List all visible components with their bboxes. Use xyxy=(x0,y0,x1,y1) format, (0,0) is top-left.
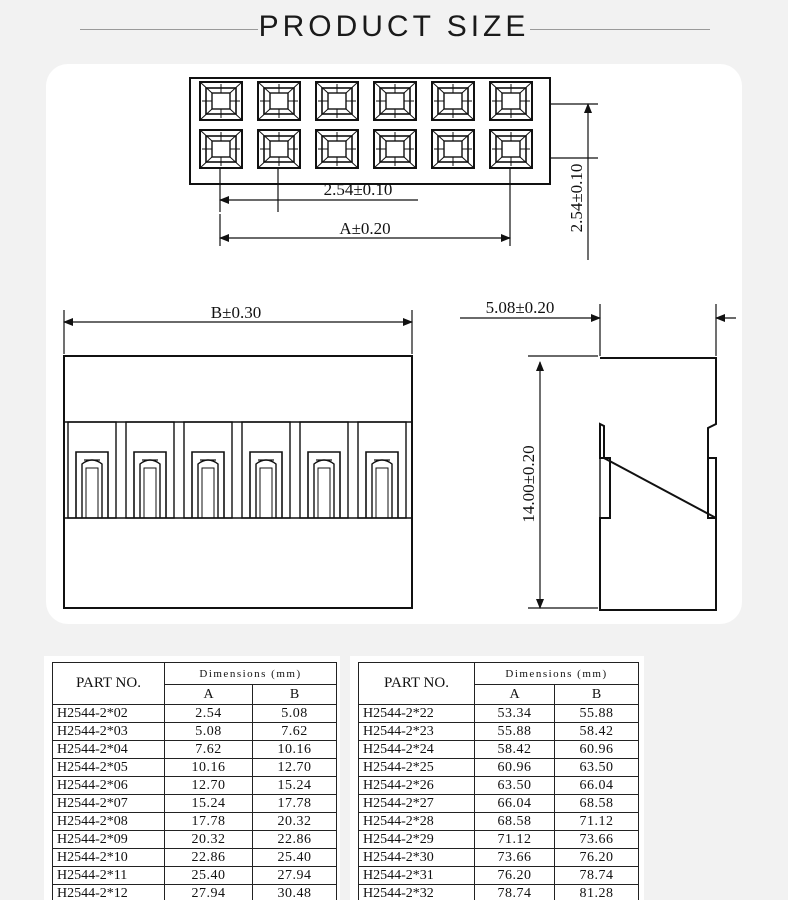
title-divider-left xyxy=(80,29,258,30)
dimension-a-cell: 76.20 xyxy=(475,867,555,885)
table-row xyxy=(53,705,337,723)
side-width-label: 5.08±0.20 xyxy=(485,298,555,317)
table-row xyxy=(359,831,639,849)
contact-cell xyxy=(432,82,474,120)
table-row xyxy=(53,831,337,849)
table-row xyxy=(359,723,639,741)
technical-drawing xyxy=(46,64,742,624)
dimension-a-cell: 60.96 xyxy=(475,759,555,777)
dimension-table-card-right xyxy=(350,656,644,900)
dimension-a-cell: 73.66 xyxy=(475,849,555,867)
dimension-b-cell: 58.42 xyxy=(555,723,639,741)
contact-cell xyxy=(316,130,358,168)
part-number-cell: H2544-2*08 xyxy=(53,813,165,831)
table-row xyxy=(359,795,639,813)
contact-cell xyxy=(316,82,358,120)
part-number-cell: H2544-2*25 xyxy=(359,759,475,777)
table-row xyxy=(53,813,337,831)
part-number-cell: H2544-2*03 xyxy=(53,723,165,741)
part-number-cell: H2544-2*26 xyxy=(359,777,475,795)
dimension-b-cell: 30.48 xyxy=(253,885,337,900)
part-number-cell: H2544-2*27 xyxy=(359,795,475,813)
dimensions-header: Dimensions (mm) xyxy=(165,663,337,685)
dimension-b-cell: 12.70 xyxy=(253,759,337,777)
dimension-a-cell: 63.50 xyxy=(475,777,555,795)
dimension-a-cell: 53.34 xyxy=(475,705,555,723)
dimension-b-cell: 76.20 xyxy=(555,849,639,867)
part-no-header: PART NO. xyxy=(53,663,165,705)
dimension-b-cell: 63.50 xyxy=(555,759,639,777)
pin-window xyxy=(184,422,232,518)
part-number-cell: H2544-2*09 xyxy=(53,831,165,849)
dimension-b-cell: 66.04 xyxy=(555,777,639,795)
contact-cell xyxy=(490,82,532,120)
part-number-cell: H2544-2*02 xyxy=(53,705,165,723)
table-row xyxy=(359,741,639,759)
dimension-a-cell: 17.78 xyxy=(165,813,253,831)
dimension-a-cell: 55.88 xyxy=(475,723,555,741)
table-row xyxy=(359,849,639,867)
dimension-b-cell: 78.74 xyxy=(555,867,639,885)
dimension-a-cell: 15.24 xyxy=(165,795,253,813)
dimension-table-left xyxy=(52,662,337,900)
dimension-b-cell: 27.94 xyxy=(253,867,337,885)
part-number-cell: H2544-2*23 xyxy=(359,723,475,741)
dimension-b-cell: 15.24 xyxy=(253,777,337,795)
table-row xyxy=(53,885,337,900)
pitch-dimension xyxy=(220,168,418,212)
technical-drawing-card xyxy=(46,64,742,624)
dimension-a-cell: 71.12 xyxy=(475,831,555,849)
part-number-cell: H2544-2*10 xyxy=(53,849,165,867)
column-b-header: B xyxy=(555,685,639,705)
dimension-b-cell: 7.62 xyxy=(253,723,337,741)
width-b-label: B±0.30 xyxy=(210,303,262,322)
contact-cell xyxy=(200,82,242,120)
dimension-a-cell: 27.94 xyxy=(165,885,253,900)
pin-window xyxy=(300,422,348,518)
dimension-a-cell: 22.86 xyxy=(165,849,253,867)
column-b-header: B xyxy=(253,685,337,705)
part-number-cell: H2544-2*29 xyxy=(359,831,475,849)
table-row xyxy=(53,741,337,759)
height-label: 14.00±0.20 xyxy=(519,445,538,523)
column-a-header: A xyxy=(475,685,555,705)
dimension-table-right xyxy=(358,662,639,900)
pitch-dimension-label: 2.54±0.10 xyxy=(323,180,393,199)
table-row xyxy=(53,777,337,795)
dimension-a-cell: 10.16 xyxy=(165,759,253,777)
table-row xyxy=(359,813,639,831)
table-row xyxy=(53,849,337,867)
row-pitch-label: 2.54±0.10 xyxy=(567,163,586,233)
table-row xyxy=(53,867,337,885)
table-row xyxy=(359,759,639,777)
part-number-cell: H2544-2*04 xyxy=(53,741,165,759)
dimension-a-cell: 20.32 xyxy=(165,831,253,849)
dimension-b-cell: 5.08 xyxy=(253,705,337,723)
side-view-outline xyxy=(600,358,716,610)
dimension-a-cell: 7.62 xyxy=(165,741,253,759)
dimension-a-cell: 2.54 xyxy=(165,705,253,723)
part-number-cell: H2544-2*07 xyxy=(53,795,165,813)
dimension-table-body-right xyxy=(359,705,639,900)
dimension-a-cell: 58.42 xyxy=(475,741,555,759)
front-view xyxy=(64,303,412,608)
part-number-cell: H2544-2*22 xyxy=(359,705,475,723)
dimension-b-cell: 71.12 xyxy=(555,813,639,831)
section-header xyxy=(0,0,788,62)
pin-window xyxy=(358,422,406,518)
part-number-cell: H2544-2*24 xyxy=(359,741,475,759)
dimension-b-cell: 25.40 xyxy=(253,849,337,867)
dimension-table-card-left xyxy=(44,656,340,900)
dimension-a-cell: 25.40 xyxy=(165,867,253,885)
side-view xyxy=(460,298,736,610)
table-row xyxy=(53,723,337,741)
front-view-pin-windows xyxy=(68,422,406,518)
part-number-cell: H2544-2*11 xyxy=(53,867,165,885)
part-number-cell: H2544-2*28 xyxy=(359,813,475,831)
dimension-table-body-left xyxy=(53,705,337,900)
part-number-cell: H2544-2*31 xyxy=(359,867,475,885)
contact-cell xyxy=(258,130,300,168)
table-row xyxy=(53,759,337,777)
dimension-b-cell: 60.96 xyxy=(555,741,639,759)
table-row xyxy=(359,885,639,900)
contact-cell xyxy=(432,130,474,168)
pin-window xyxy=(242,422,290,518)
dimension-b-cell: 10.16 xyxy=(253,741,337,759)
part-number-cell: H2544-2*32 xyxy=(359,885,475,900)
dimension-b-cell: 68.58 xyxy=(555,795,639,813)
table-row xyxy=(359,705,639,723)
pin-window xyxy=(126,422,174,518)
title-divider-right xyxy=(530,29,710,30)
table-row xyxy=(53,795,337,813)
part-number-cell: H2544-2*30 xyxy=(359,849,475,867)
length-a-label: A±0.20 xyxy=(339,219,391,238)
dimension-b-cell: 73.66 xyxy=(555,831,639,849)
dimension-a-cell: 12.70 xyxy=(165,777,253,795)
contact-cell xyxy=(374,82,416,120)
contact-cell xyxy=(200,130,242,168)
dimension-b-cell: 17.78 xyxy=(253,795,337,813)
dimension-b-cell: 55.88 xyxy=(555,705,639,723)
top-view-contact-grid xyxy=(200,82,532,168)
contact-cell xyxy=(374,130,416,168)
part-number-cell: H2544-2*12 xyxy=(53,885,165,900)
part-number-cell: H2544-2*05 xyxy=(53,759,165,777)
part-no-header: PART NO. xyxy=(359,663,475,705)
pin-window xyxy=(68,422,116,518)
table-row xyxy=(359,867,639,885)
top-view xyxy=(190,78,598,260)
row-pitch-dimension xyxy=(550,104,598,260)
dimension-a-cell: 5.08 xyxy=(165,723,253,741)
dimension-b-cell: 22.86 xyxy=(253,831,337,849)
dimension-b-cell: 81.28 xyxy=(555,885,639,900)
dimension-a-cell: 66.04 xyxy=(475,795,555,813)
contact-cell xyxy=(258,82,300,120)
table-row xyxy=(359,777,639,795)
column-a-header: A xyxy=(165,685,253,705)
dimension-b-cell: 20.32 xyxy=(253,813,337,831)
contact-cell xyxy=(490,130,532,168)
dimension-a-cell: 78.74 xyxy=(475,885,555,900)
dimension-a-cell: 68.58 xyxy=(475,813,555,831)
dimensions-header: Dimensions (mm) xyxy=(475,663,639,685)
page-title: PRODUCT SIZE xyxy=(258,10,530,43)
part-number-cell: H2544-2*06 xyxy=(53,777,165,795)
